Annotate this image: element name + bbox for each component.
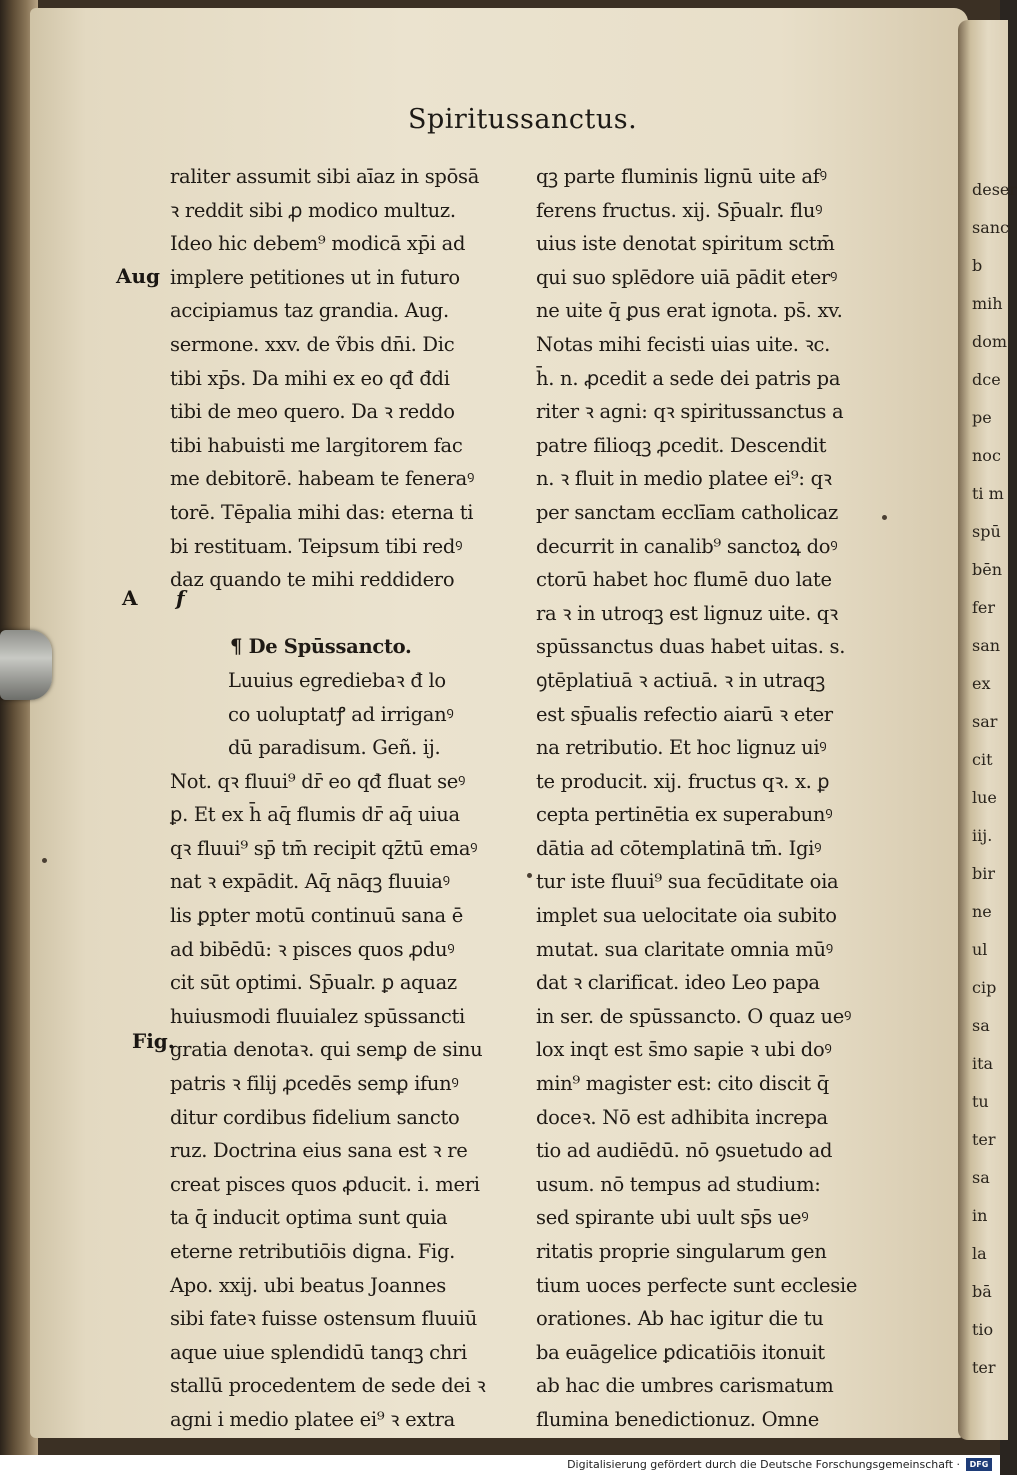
text-line: creat pisces quos ꝓducit. i. meri: [170, 1172, 480, 1196]
text-line: tur iste fluui⁹ sua fecūditate oia: [536, 870, 839, 894]
text-line: uius iste denotat spiritum sctm̄: [536, 232, 835, 256]
adjacent-page-fragment: cip: [972, 978, 997, 997]
text-line: [170, 597, 530, 631]
text-line: sibi fateꝛ fuisse ostensum fluuiū: [170, 1307, 477, 1331]
adjacent-page-fragment: ex: [972, 674, 991, 693]
text-line: implere petitiones ut in futuro: [170, 265, 460, 289]
adjacent-page-fragment: bir: [972, 864, 996, 883]
adjacent-page-fragment: deser: [972, 180, 1017, 199]
text-line: ad bibēdū: ꝛ pisces quos ꝓduꝰ: [170, 937, 455, 961]
text-line: spūssanctus duas habet uitas. s.: [536, 635, 846, 659]
text-line: tibi habuisti me largitorem fac: [170, 433, 463, 457]
margin-note-aug: Aug: [116, 264, 161, 288]
digitization-footer: [0, 1455, 1000, 1475]
text-line: raliter assumit sibi aīaz in spōsā: [170, 165, 480, 188]
text-line: ritatis proprie singularum gen: [536, 1240, 827, 1263]
margin-note-fig: Fig.: [132, 1029, 175, 1053]
text-line: tibi xp̄s. Da mihi ex eo qđ đdi: [170, 366, 450, 390]
adjacent-page-fragment: bā: [972, 1282, 992, 1301]
text-line: qꝛ fluui⁹ sp̄ tm̄ recipit qz̄tū emaꝰ: [170, 836, 478, 860]
text-line: implet sua uelocitate oia subito: [536, 904, 837, 928]
text-line: in ser. de spūssancto. O quaz ueꝰ: [536, 1004, 852, 1028]
margin-note-letter-a: A: [122, 586, 138, 610]
adjacent-page-fragment: fer: [972, 598, 996, 617]
adjacent-page-fragment: tu: [972, 1092, 989, 1111]
text-line: co uoluptatꝭ ad irriganꝰ: [228, 702, 454, 726]
text-line: accipiamus taz grandia. Aug.: [170, 299, 449, 323]
text-line: lox inqt est s̄mo sapie ꝛ ubi doꝰ: [536, 1038, 832, 1062]
adjacent-page-fragment: iij.: [972, 826, 993, 845]
adjacent-page-fragment: sa: [972, 1168, 990, 1187]
adjacent-page-fragment: ti m: [972, 484, 1004, 503]
text-line: na retributio. Et hoc lignuz uiꝰ: [536, 736, 827, 760]
text-line: mutat. sua claritate omnia mūꝰ: [536, 937, 833, 961]
text-line: n. ꝛ fluit in medio platee ei⁹: qꝛ: [536, 467, 832, 491]
text-line: nat ꝛ expādit. Aq̄ nāqꝫ fluuiaꝰ: [170, 870, 450, 894]
ink-speck: [42, 858, 47, 863]
text-line: flumina benedictionuz. Omne: [536, 1407, 819, 1431]
adjacent-page-fragment: sanc: [972, 218, 1010, 237]
text-line: lis ꝑpter motū continuū sana ē: [170, 904, 463, 928]
text-line: ruz. Doctrina eius sana est ꝛ re: [170, 1139, 468, 1163]
text-line: est sp̄ualis refectio aiarū ꝛ eter: [536, 702, 833, 726]
text-line: h̄. n. ꝓcedit a sede dei patris pa: [536, 366, 841, 390]
text-line: aque uiue splendidū tanqꝫ chri: [170, 1340, 467, 1364]
text-line: cit sūt optimi. Sp̄ualr. ꝑ aquaz: [170, 971, 457, 995]
adjacent-page-fragment: ul: [972, 940, 988, 959]
text-line: doceꝛ. Nō est adhibita increpa: [536, 1105, 828, 1129]
text-line: daz quando te mihi reddidero: [170, 568, 455, 592]
adjacent-page-fragment: pe: [972, 408, 992, 427]
adjacent-page-fragment: ne: [972, 902, 992, 921]
text-line: ra ꝛ in utroqꝫ est lignuz uite. qꝛ: [536, 601, 838, 625]
text-line: eterne retributiōis digna. Fig.: [170, 1240, 456, 1263]
text-line: tibi de meo quero. Da ꝛ reddo: [170, 400, 455, 424]
text-line: Luuius egrediebaꝛ đ lo: [228, 668, 446, 692]
text-line: te producit. xij. fructus qꝛ. x. ꝑ: [536, 769, 830, 793]
adjacent-page-fragment: b: [972, 256, 983, 275]
text-line: stallū procedentem de sede dei ꝛ: [170, 1374, 486, 1398]
text-line: ba euāgelice ꝑdicatiōis itonuit: [536, 1340, 825, 1364]
text-line: Ideo hic debem⁹ modicā xp̄i ad: [170, 232, 466, 256]
text-line: Apo. xxij. ubi beatus Joannes: [170, 1273, 446, 1297]
adjacent-page-fragment: sar: [972, 712, 998, 731]
adjacent-page-fragment: noc: [972, 446, 1001, 465]
funding-credit: Digitalisierung gefördert durch die Deutsche Forschungsgemeinschaft ·: [567, 1458, 960, 1471]
text-line: ferens fructus. xij. Sp̄ualr. fluꝰ: [536, 198, 823, 222]
text-line: Notas mihi fecisti uias uite. ꝛc.: [536, 332, 831, 356]
text-line: tio ad audiēdū. nō ꝯsuetudo ad: [536, 1139, 833, 1163]
text-line: sermone. xxv. de ṽbis dn̄i. Dic: [170, 332, 455, 356]
text-line: dātia ad cōtemplatinā tm̄. Igiꝰ: [536, 836, 822, 860]
adjacent-page-fragment: ter: [972, 1358, 996, 1377]
adjacent-page-fragment: ter: [972, 1130, 996, 1149]
text-line: sed spirante ubi uult sp̄s ueꝰ: [536, 1206, 809, 1230]
adjacent-page-fragment: san: [972, 636, 1001, 655]
text-line: riter ꝛ agni: qꝛ spiritussanctus a: [536, 400, 844, 424]
dfg-logo: DFG: [966, 1458, 992, 1471]
text-line: per sanctam ecclīam catholicaz: [536, 500, 838, 524]
adjacent-page-fragment: ita: [972, 1054, 994, 1073]
adjacent-page-fragment: mih: [972, 294, 1003, 313]
adjacent-page-edge: [958, 20, 1017, 1440]
text-line: patre filioqꝫ ꝓcedit. Descendit: [536, 433, 827, 457]
adjacent-page-fragment: dce: [972, 370, 1001, 389]
right-text-column: [536, 160, 896, 1437]
adjacent-page-fragment: lue: [972, 788, 997, 807]
text-line: dat ꝛ clarificat. ideo Leo papa: [536, 971, 820, 995]
text-line: me debitorē. habeam te feneraꝰ: [170, 467, 475, 491]
running-head: Spiritussanctus.: [408, 104, 638, 135]
text-line: qui suo splēdore uiā pādit eterꝰ: [536, 265, 838, 289]
adjacent-page-fragment: dom: [972, 332, 1008, 351]
text-line: ne uite q̄ ꝑus erat ignota. ps̄. xv.: [536, 299, 843, 323]
adjacent-page-fragment: sa: [972, 1016, 990, 1035]
text-line: min⁹ magister est: cito discit q̄: [536, 1072, 829, 1096]
text-line: patris ꝛ filij ꝓcedēs semꝑ ifunꝰ: [170, 1072, 459, 1096]
text-line: qꝫ parte fluminis lignū uite afꝰ: [536, 165, 827, 188]
text-line: orationes. Ab hac igitur die tu: [536, 1307, 824, 1331]
text-line: ta q̄ inducit optima sunt quia: [170, 1206, 448, 1230]
text-line: ab hac die umbres carismatum: [536, 1374, 834, 1398]
text-line: Not. qꝛ fluui⁹ dr̄ eo qđ fluat seꝰ: [170, 769, 466, 793]
text-line: gratia denotaꝛ. qui semꝑ de sinu: [170, 1038, 483, 1062]
text-line: ꝛ reddit sibi ꝓ modico multuz.: [170, 198, 456, 222]
text-line: ꝯtēplatiuā ꝛ actiuā. ꝛ in utraqꝫ: [536, 668, 825, 692]
margin-note-letter-f: f: [176, 586, 185, 610]
text-line: usum. nō tempus ad studium:: [536, 1172, 821, 1196]
text-line: tium uoces perfecte sunt ecclesie: [536, 1273, 858, 1297]
text-line: cepta pertinētia ex superabunꝰ: [536, 803, 833, 827]
text-line: agni i medio platee ei⁹ ꝛ extra: [170, 1407, 455, 1431]
text-line: ctorū habet hoc flumē duo late: [536, 568, 832, 592]
adjacent-page-fragment: cit: [972, 750, 993, 769]
adjacent-page-fragment: in: [972, 1206, 988, 1225]
text-line: dū paradisum. Geñ. ij.: [228, 736, 441, 760]
text-line: ꝑ. Et ex h̄ aq̄ flumis dr̄ aq̄ uiua: [170, 803, 460, 827]
adjacent-page-fragment: la: [972, 1244, 987, 1263]
adjacent-page-fragment: bēn: [972, 560, 1003, 579]
text-line: bi restituam. Teipsum tibi redꝰ: [170, 534, 463, 558]
text-line: ditur cordibus fidelium sancto: [170, 1105, 460, 1129]
book-clasp: [0, 630, 52, 700]
ink-speck: [527, 873, 532, 878]
text-line: decurrit in canalib⁹ sanctoꝝ doꝰ: [536, 534, 838, 558]
left-text-column: [170, 160, 530, 1437]
text-line: huiusmodi fluuialez spūssancti: [170, 1004, 465, 1028]
text-line: torē. Tēpalia mihi das: eterna ti: [170, 500, 474, 524]
ink-speck: [882, 515, 887, 520]
text-line: ¶ De Spūssancto.: [230, 635, 412, 659]
adjacent-page-fragment: spū: [972, 522, 1001, 541]
adjacent-page-fragment: tio: [972, 1320, 994, 1339]
